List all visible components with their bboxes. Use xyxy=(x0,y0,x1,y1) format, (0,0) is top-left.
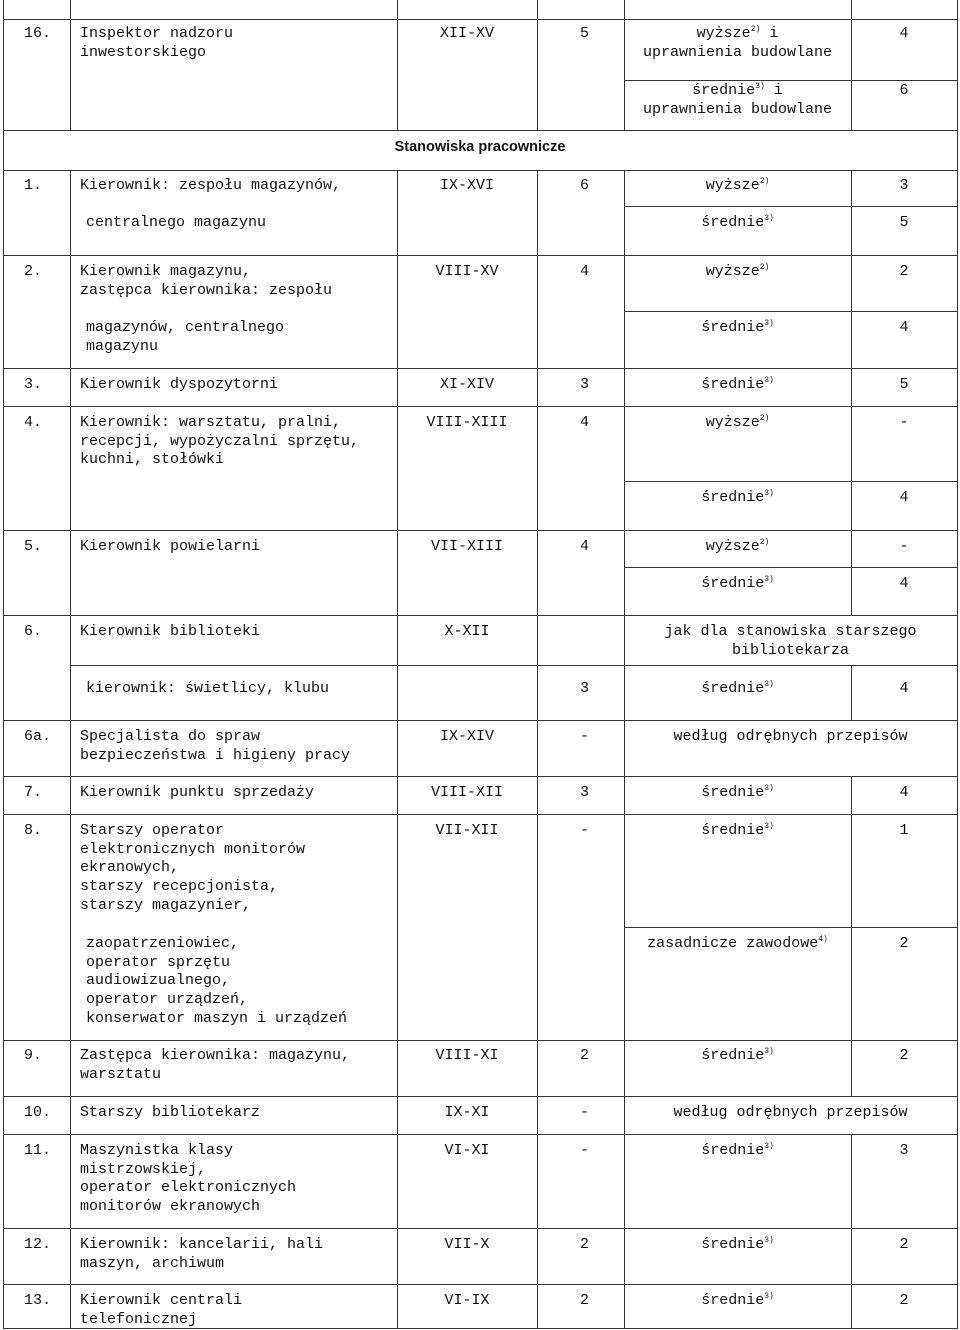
column-rule xyxy=(537,0,538,19)
column-rule xyxy=(957,720,958,776)
position-name: Kierownik: warsztatu, pralni, recepcji, wypożyczalni sprzętu, kuchni, stołówki xyxy=(80,414,360,469)
grade-range: XI-XIV xyxy=(439,376,494,393)
row-rule xyxy=(3,1040,958,1041)
row-rule xyxy=(3,720,958,721)
column-rule xyxy=(957,1134,958,1228)
position-name: Kierownik: zespołu magazynów, xyxy=(80,177,342,194)
row-number: 1. xyxy=(24,177,43,194)
footnote-marker: 3) xyxy=(764,1292,774,1301)
years-experience: 2 xyxy=(579,1292,589,1309)
column-rule xyxy=(3,406,4,530)
column-rule xyxy=(3,368,4,406)
column-rule xyxy=(70,615,71,720)
column-rule xyxy=(537,776,538,814)
column-rule xyxy=(537,720,538,776)
column-rule xyxy=(70,1040,71,1096)
grade-range: VII-XIII xyxy=(430,538,503,555)
column-rule xyxy=(3,530,4,615)
column-rule xyxy=(537,1040,538,1096)
column-rule xyxy=(537,19,538,130)
column-rule xyxy=(3,1134,4,1228)
column-rule xyxy=(3,814,4,1040)
education-cell xyxy=(624,25,851,62)
column-rule xyxy=(537,1096,538,1134)
grade-range: IX-XI xyxy=(444,1104,490,1121)
column-rule xyxy=(957,1096,958,1134)
column-rule xyxy=(957,776,958,814)
column-rule xyxy=(537,1284,538,1328)
column-rule xyxy=(3,1040,4,1096)
footnote-marker: 3) xyxy=(764,376,774,385)
education-level: średnie xyxy=(701,680,765,697)
row-rule xyxy=(624,927,958,928)
education-level: średnie xyxy=(701,784,765,801)
column-rule xyxy=(70,170,71,255)
row-rule xyxy=(3,530,958,531)
row-number: 8. xyxy=(24,822,43,839)
min-count: 1 xyxy=(899,822,909,839)
column-rule xyxy=(3,720,4,776)
min-count: 2 xyxy=(899,935,909,952)
column-rule xyxy=(537,814,538,1040)
row-rule xyxy=(70,665,958,666)
min-count: 4 xyxy=(899,319,909,336)
footnote-marker: 3) xyxy=(764,214,774,223)
education-cell xyxy=(624,214,851,233)
education-level: średnie xyxy=(701,1142,765,1159)
position-name: zaopatrzeniowiec, operator sprzętu audiowizualnego, operator urządzeń, konserwator maszyn i urządzeń xyxy=(86,935,348,1027)
footnote-marker: 2) xyxy=(759,414,770,423)
education-cell xyxy=(624,1236,851,1255)
education-cell xyxy=(624,414,851,433)
column-rule xyxy=(70,1134,71,1228)
years-experience: - xyxy=(579,728,589,745)
row-number: 9. xyxy=(24,1047,43,1064)
education-cell xyxy=(624,82,851,119)
column-rule xyxy=(70,0,71,19)
column-rule xyxy=(70,1096,71,1134)
education-cell xyxy=(624,319,851,338)
row-number: 4. xyxy=(24,414,43,431)
position-name: Inspektor nadzoru inwestorskiego xyxy=(80,25,234,61)
row-rule xyxy=(3,1134,958,1135)
years-experience: 3 xyxy=(579,680,589,697)
column-rule xyxy=(3,1096,4,1134)
requirements-note: według odrębnych przepisów xyxy=(673,1104,908,1121)
row-rule xyxy=(3,19,958,20)
years-experience: 2 xyxy=(579,1047,589,1064)
row-number: 13. xyxy=(24,1292,52,1309)
row-rule xyxy=(3,615,958,616)
min-count: 4 xyxy=(899,489,909,506)
row-rule xyxy=(3,406,958,407)
years-experience: 3 xyxy=(579,376,589,393)
years-experience: - xyxy=(579,1104,589,1121)
education-extra: uprawnienia budowlane xyxy=(642,43,833,61)
years-experience: - xyxy=(579,822,589,839)
min-count: 5 xyxy=(899,214,909,231)
column-rule xyxy=(70,19,71,130)
column-rule xyxy=(3,615,4,720)
column-rule xyxy=(70,406,71,530)
row-number: 12. xyxy=(24,1236,52,1253)
column-rule xyxy=(537,406,538,530)
min-count: 2 xyxy=(899,1292,909,1309)
position-name: Kierownik: kancelarii, hali maszyn, archiwum xyxy=(80,1236,324,1272)
position-name: Zastępca kierownika: magazynu, warsztatu xyxy=(80,1047,351,1083)
years-experience: 4 xyxy=(579,263,589,280)
education-level: średnie xyxy=(701,1236,765,1253)
min-count: 5 xyxy=(899,376,909,393)
years-experience: 5 xyxy=(579,25,589,42)
education-level: wyższe xyxy=(705,414,760,431)
position-name: centralnego magazynu xyxy=(86,214,267,231)
column-rule xyxy=(537,1228,538,1284)
min-count: - xyxy=(899,414,909,431)
column-rule xyxy=(537,255,538,368)
education-cell xyxy=(624,680,851,699)
education-cell xyxy=(624,376,851,395)
position-name: Kierownik magazynu, zastępca kierownika: zespołu xyxy=(80,263,333,299)
education-level: średnie xyxy=(701,319,765,336)
education-level: średnie xyxy=(701,489,765,506)
grade-range: X-XII xyxy=(444,623,490,640)
row-rule xyxy=(3,170,958,171)
years-experience: 3 xyxy=(579,784,589,801)
education-cell xyxy=(624,822,851,841)
column-rule xyxy=(3,1228,4,1284)
footnote-marker: 3) xyxy=(764,784,774,793)
education-level: średnie xyxy=(701,376,765,393)
footnote-marker: 3) xyxy=(764,680,774,689)
years-experience: 4 xyxy=(579,414,589,431)
years-experience: - xyxy=(579,1142,589,1159)
footnote-marker: 3) xyxy=(764,822,774,831)
row-number: 5. xyxy=(24,538,43,555)
grade-range: IX-XVI xyxy=(439,177,494,194)
column-rule xyxy=(624,0,625,19)
column-rule xyxy=(537,615,538,720)
column-rule xyxy=(957,1284,958,1328)
years-experience: 4 xyxy=(579,538,589,555)
row-number: 3. xyxy=(24,376,43,393)
row-rule xyxy=(3,130,958,131)
column-rule xyxy=(70,814,71,1040)
column-rule xyxy=(70,368,71,406)
grade-range: VIII-XV xyxy=(435,263,499,280)
row-number: 7. xyxy=(24,784,43,801)
education-level: wyższe xyxy=(705,263,760,280)
column-rule xyxy=(70,255,71,368)
footnote-marker: 3) xyxy=(755,82,765,91)
column-rule xyxy=(70,720,71,776)
min-count: 4 xyxy=(899,25,909,42)
column-rule xyxy=(397,0,398,19)
column-rule xyxy=(70,530,71,615)
column-rule xyxy=(957,1228,958,1284)
column-rule xyxy=(957,615,958,720)
column-rule xyxy=(957,368,958,406)
years-experience: 2 xyxy=(579,1236,589,1253)
min-count: 4 xyxy=(899,680,909,697)
grade-range: VI-IX xyxy=(444,1292,490,1309)
column-rule xyxy=(3,255,4,368)
min-count: 4 xyxy=(899,575,909,592)
education-level: średnie xyxy=(701,1047,765,1064)
position-name: Starszy bibliotekarz xyxy=(80,1104,261,1121)
requirements-note: według odrębnych przepisów xyxy=(673,728,908,745)
min-count: 3 xyxy=(899,177,909,194)
row-rule xyxy=(3,814,958,815)
position-name: Starszy operator elektronicznych monitorów ekranowych, starszy recepcjonista, starszy magazynier, xyxy=(80,822,306,914)
footnote-marker: 3) xyxy=(764,1047,774,1056)
row-number: 11. xyxy=(24,1142,52,1159)
min-count: 2 xyxy=(899,263,909,280)
row-number: 2. xyxy=(24,263,43,280)
position-name: Specjalista do spraw bezpieczeństwa i higieny pracy xyxy=(80,728,351,764)
column-rule xyxy=(957,170,958,255)
column-rule xyxy=(851,0,852,19)
position-name: Kierownik centrali telefonicznej xyxy=(80,1292,243,1328)
education-cell xyxy=(624,177,851,196)
column-rule xyxy=(537,368,538,406)
education-level: wyższe xyxy=(705,538,760,555)
row-number: 6. xyxy=(24,623,43,640)
row-rule xyxy=(624,311,958,312)
column-rule xyxy=(957,0,958,19)
column-rule xyxy=(957,1040,958,1096)
row-rule xyxy=(624,206,958,207)
grade-range: VIII-XII xyxy=(430,784,503,801)
years-experience: 6 xyxy=(579,177,589,194)
education-cell xyxy=(624,1047,851,1066)
row-rule xyxy=(3,368,958,369)
column-rule xyxy=(957,130,958,170)
education-cell xyxy=(624,575,851,594)
education-cell xyxy=(624,1142,851,1161)
row-rule xyxy=(3,255,958,256)
education-level: średnie xyxy=(701,822,765,839)
education-level: zasadnicze zawodowe xyxy=(647,935,819,952)
requirements-note: jak dla stanowiska starszego bibliotekarza xyxy=(664,623,917,659)
education-level: wyższe xyxy=(696,25,751,42)
row-rule xyxy=(624,567,958,568)
education-level: średnie xyxy=(692,82,756,99)
grade-range: VII-XII xyxy=(435,822,499,839)
min-count: 4 xyxy=(899,784,909,801)
column-rule xyxy=(3,1284,4,1328)
education-conjunction: i xyxy=(764,82,783,99)
row-number: 16. xyxy=(24,25,52,42)
footnote-marker: 4) xyxy=(818,935,828,944)
footnote-marker: 3) xyxy=(764,319,774,328)
column-rule xyxy=(537,1134,538,1228)
position-name: Kierownik powielarni xyxy=(80,538,261,555)
row-rule xyxy=(3,776,958,777)
footnote-marker: 3) xyxy=(764,1236,774,1245)
min-count: 2 xyxy=(899,1047,909,1064)
grade-range: VIII-XIII xyxy=(426,414,508,431)
footnote-marker: 3) xyxy=(764,489,774,498)
min-count: 3 xyxy=(899,1142,909,1159)
education-level: wyższe xyxy=(705,177,760,194)
min-count: 6 xyxy=(899,82,909,99)
column-rule xyxy=(957,19,958,130)
education-level: średnie xyxy=(701,1292,765,1309)
footnote-marker: 2) xyxy=(759,538,770,547)
row-rule xyxy=(3,1284,958,1285)
column-rule xyxy=(3,19,4,130)
footnote-marker: 2) xyxy=(759,263,770,272)
column-rule xyxy=(3,776,4,814)
education-cell xyxy=(624,538,851,557)
position-name: kierownik: świetlicy, klubu xyxy=(86,680,330,697)
position-name: Kierownik biblioteki xyxy=(80,623,261,640)
min-count: - xyxy=(899,538,909,555)
column-rule xyxy=(957,530,958,615)
row-number: 10. xyxy=(24,1104,52,1121)
grade-range: XII-XV xyxy=(439,25,494,42)
education-extra: uprawnienia budowlane xyxy=(642,100,833,118)
footnote-marker: 3) xyxy=(764,1142,774,1151)
column-rule xyxy=(70,1284,71,1328)
grade-range: VII-X xyxy=(444,1236,490,1253)
education-cell xyxy=(624,489,851,508)
row-rule xyxy=(3,1228,958,1229)
column-rule xyxy=(397,814,398,1040)
education-cell xyxy=(624,263,851,282)
section-heading: Stanowiska pracownicze xyxy=(394,139,566,155)
column-rule xyxy=(70,1228,71,1284)
footnote-marker: 2) xyxy=(750,25,761,34)
column-rule xyxy=(3,170,4,255)
column-rule xyxy=(70,776,71,814)
row-rule xyxy=(3,1096,958,1097)
footnote-marker: 2) xyxy=(759,177,770,186)
column-rule xyxy=(537,170,538,255)
column-rule xyxy=(3,0,4,19)
footnote-marker: 3) xyxy=(764,575,774,584)
education-conjunction: i xyxy=(760,25,779,42)
row-number: 6a. xyxy=(24,728,52,745)
column-rule xyxy=(957,406,958,530)
education-cell xyxy=(624,784,851,803)
position-name: Maszynistka klasy mistrzowskiej, operator elektronicznych monitorów ekranowych xyxy=(80,1142,297,1216)
row-rule xyxy=(624,481,958,482)
education-level: średnie xyxy=(701,575,765,592)
education-cell xyxy=(624,935,851,954)
education-level: średnie xyxy=(701,214,765,231)
column-rule xyxy=(537,530,538,615)
grade-range: IX-XIV xyxy=(439,728,494,745)
row-rule xyxy=(624,80,958,81)
grade-range: VI-XI xyxy=(444,1142,490,1159)
min-count: 2 xyxy=(899,1236,909,1253)
education-cell xyxy=(624,1292,851,1311)
position-name: Kierownik punktu sprzedaży xyxy=(80,784,315,801)
grade-range: VIII-XI xyxy=(435,1047,499,1064)
position-name: Kierownik dyspozytorni xyxy=(80,376,279,393)
position-name: magazynów, centralnego magazynu xyxy=(86,319,285,355)
